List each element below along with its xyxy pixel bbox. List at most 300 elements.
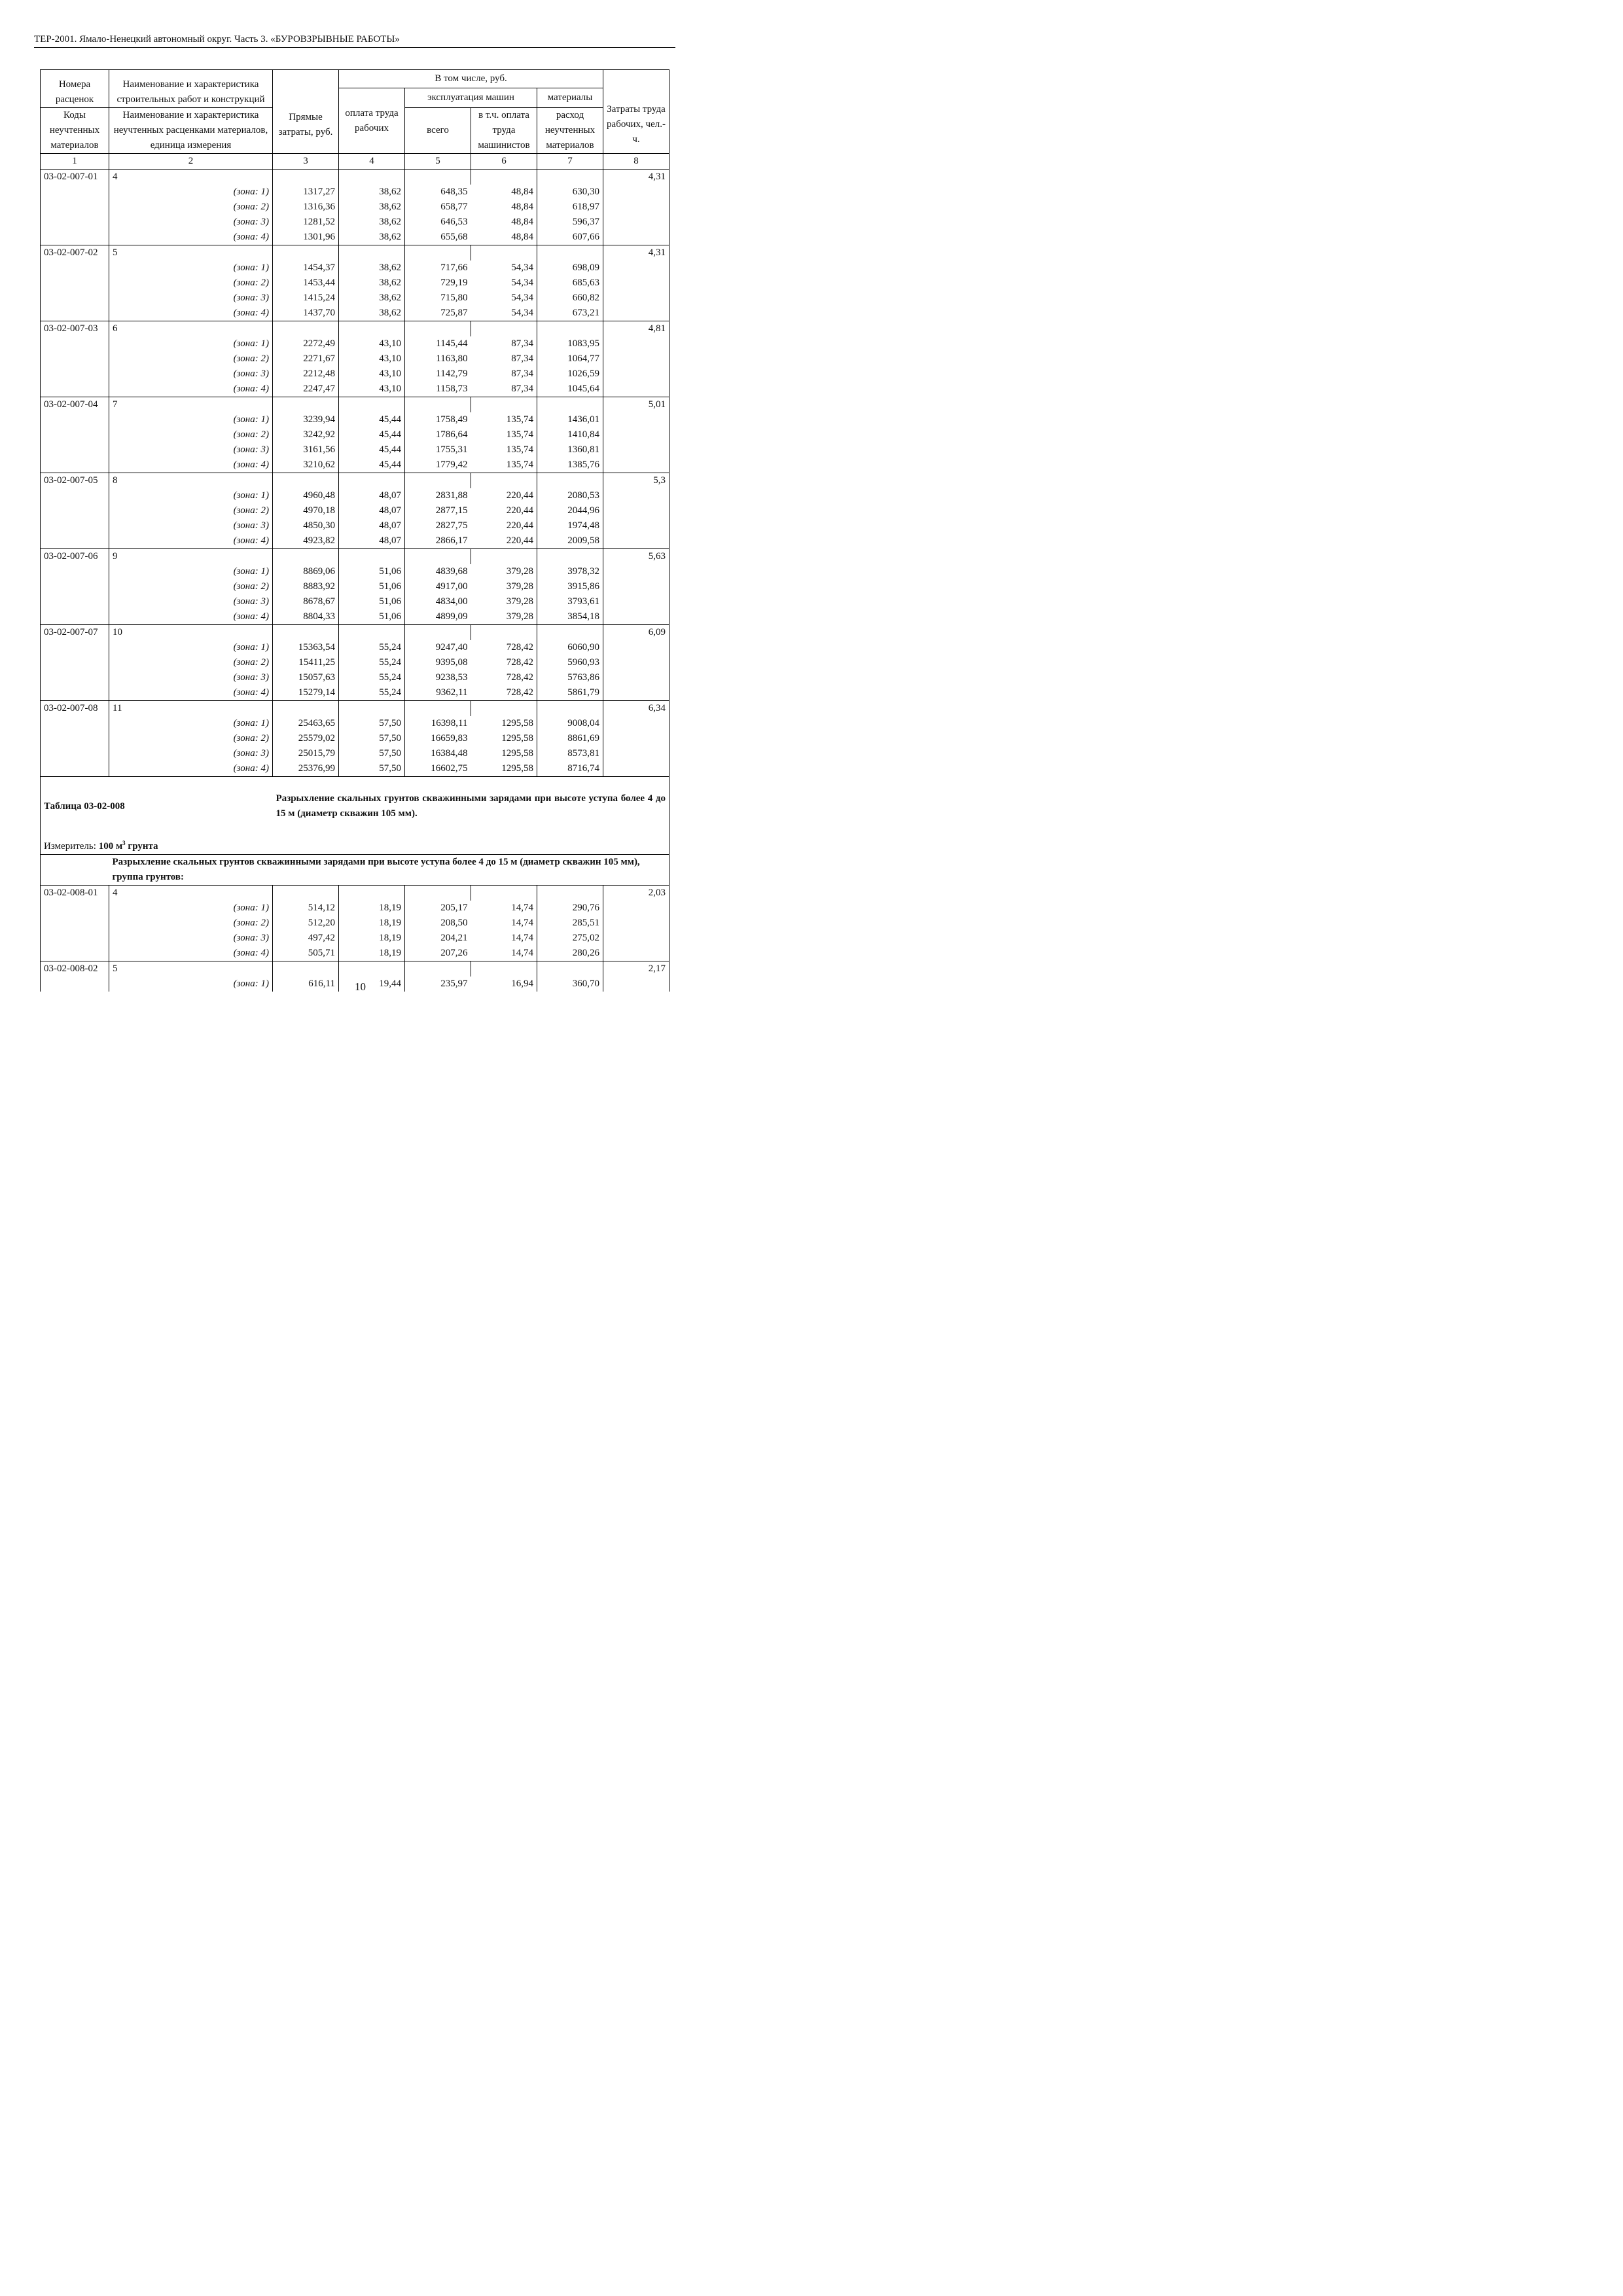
machine-total: 4839,68 xyxy=(435,566,468,577)
empty-cell xyxy=(41,230,109,245)
direct-cost: 505,71 xyxy=(273,946,339,961)
soil-group: 9 xyxy=(109,549,273,565)
machine-total: 208,50 xyxy=(440,918,468,928)
zone-row xyxy=(41,351,669,367)
operator-pay: 48,84 xyxy=(471,230,537,245)
machine-total: 207,26 xyxy=(440,948,468,958)
zone-row xyxy=(41,276,669,291)
col7-header: расход неучтенных материалов xyxy=(537,108,603,154)
direct-cost: 1317,27 xyxy=(273,185,339,200)
empty-cell xyxy=(471,625,537,641)
empty-cell xyxy=(339,170,405,185)
empty-cell xyxy=(339,701,405,717)
machines-header: эксплуатация машин xyxy=(405,88,537,108)
direct-cost: 25463,65 xyxy=(273,716,339,731)
operator-pay: 14,74 xyxy=(471,931,537,946)
labor-cost: 5,01 xyxy=(603,397,669,413)
empty-cell xyxy=(405,701,471,717)
zone-row xyxy=(41,609,669,625)
empty-cell xyxy=(471,961,537,977)
machine-total: 1755,31 xyxy=(435,444,468,455)
empty-cell xyxy=(603,351,669,367)
direct-cost: 2272,49 xyxy=(273,336,339,351)
soil-group: 5 xyxy=(109,961,273,977)
zone-row xyxy=(41,670,669,685)
worker-pay: 38,62 xyxy=(339,230,405,245)
worker-pay: 51,06 xyxy=(339,579,405,594)
empty-cell xyxy=(339,961,405,977)
operator-pay: 379,28 xyxy=(471,594,537,609)
header-rule xyxy=(34,47,675,48)
zone-label: (зона: 3) xyxy=(109,291,273,306)
measure-unit xyxy=(41,836,669,855)
operator-pay: 135,74 xyxy=(471,412,537,427)
zone-row xyxy=(41,746,669,761)
empty-cell xyxy=(603,685,669,701)
empty-cell xyxy=(339,245,405,261)
zone-label: (зона: 1) xyxy=(109,185,273,200)
machine-total: 4917,00 xyxy=(435,581,468,592)
empty-cell xyxy=(603,761,669,777)
col8-header: Затраты труда рабочих, чел.-ч. xyxy=(603,70,669,154)
empty-cell xyxy=(41,946,109,961)
soil-group: 6 xyxy=(109,321,273,337)
rate-row xyxy=(41,625,669,641)
materials-cost: 3915,86 xyxy=(537,579,603,594)
materials-cost: 2009,58 xyxy=(537,533,603,549)
materials-cost: 698,09 xyxy=(537,260,603,276)
zone-label: (зона: 4) xyxy=(109,306,273,321)
empty-cell xyxy=(603,185,669,200)
zone-label: (зона: 3) xyxy=(109,215,273,230)
machine-total: 9238,53 xyxy=(435,672,468,683)
col5-header: всего xyxy=(405,108,471,154)
empty-cell xyxy=(537,961,603,977)
empty-cell xyxy=(339,549,405,565)
rate-row xyxy=(41,170,669,185)
operator-pay: 87,34 xyxy=(471,351,537,367)
empty-cell xyxy=(603,579,669,594)
worker-pay: 55,24 xyxy=(339,685,405,701)
direct-cost: 15363,54 xyxy=(273,640,339,655)
zone-row xyxy=(41,640,669,655)
zone-row xyxy=(41,306,669,321)
zone-label: (зона: 1) xyxy=(109,901,273,916)
empty-cell xyxy=(41,457,109,473)
labor-cost: 6,09 xyxy=(603,625,669,641)
soil-group: 10 xyxy=(109,625,273,641)
worker-pay: 48,07 xyxy=(339,488,405,503)
empty-cell xyxy=(41,761,109,777)
col-number: 5 xyxy=(405,154,471,170)
empty-cell xyxy=(41,594,109,609)
zone-label: (зона: 4) xyxy=(109,609,273,625)
labor-cost: 4,81 xyxy=(603,321,669,337)
zone-label: (зона: 4) xyxy=(109,533,273,549)
machine-total: 2831,88 xyxy=(435,490,468,501)
zone-label: (зона: 2) xyxy=(109,655,273,670)
empty-cell xyxy=(603,670,669,685)
col6-header: в т.ч. оплата труда машинистов xyxy=(471,108,537,154)
empty-cell xyxy=(471,170,537,185)
zone-label: (зона: 3) xyxy=(109,746,273,761)
empty-cell xyxy=(41,291,109,306)
machine-total: 729,19 xyxy=(440,278,468,288)
col-number: 1 xyxy=(41,154,109,170)
worker-pay: 45,44 xyxy=(339,457,405,473)
zone-row xyxy=(41,215,669,230)
direct-cost: 616,11 xyxy=(273,977,339,992)
worker-pay: 45,44 xyxy=(339,412,405,427)
rate-code: 03-02-007-05 xyxy=(41,473,109,489)
worker-pay: 38,62 xyxy=(339,306,405,321)
zone-row xyxy=(41,946,669,961)
worker-pay: 43,10 xyxy=(339,367,405,382)
operator-pay: 220,44 xyxy=(471,518,537,533)
empty-cell xyxy=(603,746,669,761)
empty-cell xyxy=(471,473,537,489)
direct-cost: 15057,63 xyxy=(273,670,339,685)
direct-cost: 8883,92 xyxy=(273,579,339,594)
zone-label: (зона: 4) xyxy=(109,946,273,961)
measure-unit-sup: 3 xyxy=(122,840,126,846)
direct-cost: 1415,24 xyxy=(273,291,339,306)
operator-pay: 14,74 xyxy=(471,916,537,931)
empty-cell xyxy=(273,701,339,717)
operator-pay: 48,84 xyxy=(471,200,537,215)
materials-cost: 607,66 xyxy=(537,230,603,245)
machine-total: 715,80 xyxy=(440,293,468,303)
machine-total: 4834,00 xyxy=(435,596,468,607)
machine-total: 16398,11 xyxy=(431,718,468,728)
page-number: 10 xyxy=(355,980,366,993)
measure-unit-prefix: Измеритель: xyxy=(44,841,99,852)
zone-label: (зона: 4) xyxy=(109,457,273,473)
worker-pay: 57,50 xyxy=(339,761,405,777)
worker-pay: 55,24 xyxy=(339,655,405,670)
empty-cell xyxy=(471,245,537,261)
zone-row xyxy=(41,916,669,931)
operator-pay: 48,84 xyxy=(471,215,537,230)
labor-cost: 2,03 xyxy=(603,886,669,901)
empty-cell xyxy=(405,549,471,565)
materials-cost: 1083,95 xyxy=(537,336,603,351)
empty-cell xyxy=(537,473,603,489)
direct-cost: 514,12 xyxy=(273,901,339,916)
worker-pay: 48,07 xyxy=(339,533,405,549)
zone-row xyxy=(41,655,669,670)
materials-cost: 3978,32 xyxy=(537,564,603,579)
worker-pay: 43,10 xyxy=(339,351,405,367)
zone-label: (зона: 2) xyxy=(109,731,273,746)
operator-pay: 135,74 xyxy=(471,457,537,473)
materials-cost: 275,02 xyxy=(537,931,603,946)
rate-code: 03-02-007-08 xyxy=(41,701,109,717)
materials-cost: 8716,74 xyxy=(537,761,603,777)
operator-pay: 1295,58 xyxy=(471,761,537,777)
zone-label: (зона: 3) xyxy=(109,670,273,685)
empty-cell xyxy=(405,321,471,337)
empty-cell xyxy=(603,412,669,427)
materials-cost: 290,76 xyxy=(537,901,603,916)
zone-label: (зона: 2) xyxy=(109,916,273,931)
empty-cell xyxy=(603,215,669,230)
empty-cell xyxy=(41,215,109,230)
rate-code: 03-02-008-02 xyxy=(41,961,109,977)
materials-cost: 1360,81 xyxy=(537,442,603,457)
empty-cell xyxy=(273,245,339,261)
worker-pay: 43,10 xyxy=(339,382,405,397)
machine-total: 9247,40 xyxy=(435,642,468,653)
materials-cost: 8861,69 xyxy=(537,731,603,746)
operator-pay: 1295,58 xyxy=(471,731,537,746)
col1-top-header: Номера расценок xyxy=(41,70,109,108)
machine-total: 646,53 xyxy=(440,217,468,227)
empty-cell xyxy=(41,533,109,549)
zone-row xyxy=(41,685,669,701)
zone-row xyxy=(41,336,669,351)
rates-table xyxy=(40,69,669,992)
zone-row xyxy=(41,260,669,276)
empty-cell xyxy=(603,946,669,961)
rate-row xyxy=(41,549,669,565)
materials-cost: 285,51 xyxy=(537,916,603,931)
col3-header: Прямые затраты, руб. xyxy=(273,70,339,154)
empty-cell xyxy=(603,442,669,457)
materials-cost: 1045,64 xyxy=(537,382,603,397)
direct-cost: 25015,79 xyxy=(273,746,339,761)
zone-row xyxy=(41,200,669,215)
direct-cost: 4970,18 xyxy=(273,503,339,518)
operator-pay: 220,44 xyxy=(471,503,537,518)
worker-pay: 38,62 xyxy=(339,291,405,306)
zone-label: (зона: 2) xyxy=(109,351,273,367)
worker-pay: 48,07 xyxy=(339,503,405,518)
empty-cell xyxy=(537,170,603,185)
worker-pay: 55,24 xyxy=(339,670,405,685)
empty-cell xyxy=(537,701,603,717)
rate-code: 03-02-007-04 xyxy=(41,397,109,413)
direct-cost: 3239,94 xyxy=(273,412,339,427)
materials-cost: 618,97 xyxy=(537,200,603,215)
zone-row xyxy=(41,579,669,594)
operator-pay: 54,34 xyxy=(471,291,537,306)
rate-code: 03-02-008-01 xyxy=(41,886,109,901)
empty-cell xyxy=(471,701,537,717)
zone-row xyxy=(41,367,669,382)
zone-label: (зона: 1) xyxy=(109,260,273,276)
rate-row xyxy=(41,473,669,489)
empty-cell xyxy=(603,427,669,442)
empty-cell xyxy=(41,670,109,685)
worker-pay: 38,62 xyxy=(339,276,405,291)
zone-row xyxy=(41,594,669,609)
empty-cell xyxy=(537,245,603,261)
labor-cost: 6,34 xyxy=(603,701,669,717)
materials-cost: 660,82 xyxy=(537,291,603,306)
empty-cell xyxy=(405,625,471,641)
operator-pay: 379,28 xyxy=(471,564,537,579)
machine-total: 717,66 xyxy=(440,262,468,273)
worker-pay: 55,24 xyxy=(339,640,405,655)
soil-group: 7 xyxy=(109,397,273,413)
zone-row xyxy=(41,185,669,200)
zone-label: (зона: 3) xyxy=(109,367,273,382)
labor-cost: 2,17 xyxy=(603,961,669,977)
worker-pay: 38,62 xyxy=(339,260,405,276)
machine-total: 1786,64 xyxy=(435,429,468,440)
worker-pay: 45,44 xyxy=(339,442,405,457)
direct-cost: 2212,48 xyxy=(273,367,339,382)
empty-cell xyxy=(405,961,471,977)
empty-cell xyxy=(405,245,471,261)
machine-total: 204,21 xyxy=(440,933,468,943)
direct-cost: 15279,14 xyxy=(273,685,339,701)
empty-cell xyxy=(273,961,339,977)
zone-row xyxy=(41,442,669,457)
materials-cost: 5960,93 xyxy=(537,655,603,670)
empty-cell xyxy=(339,473,405,489)
soil-group: 11 xyxy=(109,701,273,717)
empty-cell xyxy=(405,886,471,901)
rate-code: 03-02-007-06 xyxy=(41,549,109,565)
materials-cost: 5763,86 xyxy=(537,670,603,685)
materials-cost: 1385,76 xyxy=(537,457,603,473)
worker-pay: 51,06 xyxy=(339,609,405,625)
soil-group: 8 xyxy=(109,473,273,489)
rate-code: 03-02-007-01 xyxy=(41,170,109,185)
zone-row xyxy=(41,716,669,731)
rate-row xyxy=(41,961,669,977)
empty-cell xyxy=(41,503,109,518)
rate-row xyxy=(41,397,669,413)
worker-pay: 48,07 xyxy=(339,518,405,533)
direct-cost: 1281,52 xyxy=(273,215,339,230)
empty-cell xyxy=(41,382,109,397)
operator-pay: 728,42 xyxy=(471,655,537,670)
rate-code: 03-02-007-03 xyxy=(41,321,109,337)
operator-pay: 54,34 xyxy=(471,276,537,291)
empty-cell xyxy=(41,685,109,701)
machine-total: 9395,08 xyxy=(435,657,468,668)
rate-row xyxy=(41,701,669,717)
materials-cost: 9008,04 xyxy=(537,716,603,731)
machine-total: 1142,79 xyxy=(436,368,468,379)
empty-cell xyxy=(603,655,669,670)
empty-cell xyxy=(471,886,537,901)
direct-cost: 4850,30 xyxy=(273,518,339,533)
zone-row xyxy=(41,291,669,306)
operator-pay: 14,74 xyxy=(471,946,537,961)
empty-cell xyxy=(41,185,109,200)
table-title: Разрыхление скальных грунтов скважинными зарядами при высоте уступа более 4 до 15 м (диаметр скважин 105 мм). xyxy=(273,777,669,836)
empty-cell xyxy=(603,457,669,473)
empty-cell xyxy=(273,549,339,565)
running-header: ТЕР-2001. Ямало-Ненецкий автономный округ. Часть 3. «БУРОВЗРЫВНЫЕ РАБОТЫ» xyxy=(34,34,400,45)
empty-cell xyxy=(273,886,339,901)
direct-cost: 2271,67 xyxy=(273,351,339,367)
empty-cell xyxy=(603,260,669,276)
materials-cost: 3793,61 xyxy=(537,594,603,609)
machine-total: 16659,83 xyxy=(431,733,468,744)
measure-unit-value: 100 м xyxy=(98,841,123,852)
empty-cell xyxy=(41,901,109,916)
operator-pay: 48,84 xyxy=(471,185,537,200)
machine-total: 1163,80 xyxy=(436,353,468,364)
zone-label: (зона: 1) xyxy=(109,564,273,579)
machine-total: 235,97 xyxy=(440,978,468,989)
materials-cost: 630,30 xyxy=(537,185,603,200)
zone-label: (зона: 2) xyxy=(109,427,273,442)
materials-cost: 1064,77 xyxy=(537,351,603,367)
table-caption-block xyxy=(41,777,669,886)
materials-cost: 1410,84 xyxy=(537,427,603,442)
empty-cell xyxy=(339,321,405,337)
empty-cell xyxy=(339,886,405,901)
machine-total: 1145,44 xyxy=(436,338,468,349)
materials-cost: 3854,18 xyxy=(537,609,603,625)
soil-group: 4 xyxy=(109,170,273,185)
worker-pay: 57,50 xyxy=(339,716,405,731)
empty-cell xyxy=(603,382,669,397)
empty-cell xyxy=(405,397,471,413)
zone-row xyxy=(41,230,669,245)
materials-cost: 2080,53 xyxy=(537,488,603,503)
col-number: 4 xyxy=(339,154,405,170)
machine-total: 2877,15 xyxy=(435,505,468,516)
zone-label: (зона: 4) xyxy=(109,382,273,397)
empty-cell xyxy=(273,321,339,337)
empty-cell xyxy=(471,321,537,337)
machine-total: 1758,49 xyxy=(435,414,468,425)
materials-cost: 1026,59 xyxy=(537,367,603,382)
worker-pay: 18,19 xyxy=(339,916,405,931)
worker-pay: 18,19 xyxy=(339,946,405,961)
col-number: 8 xyxy=(603,154,669,170)
section-03-02-008 xyxy=(41,886,669,992)
empty-cell xyxy=(603,594,669,609)
operator-pay: 87,34 xyxy=(471,382,537,397)
zone-row xyxy=(41,412,669,427)
empty-cell xyxy=(41,336,109,351)
worker-pay: 18,19 xyxy=(339,931,405,946)
operator-pay: 379,28 xyxy=(471,579,537,594)
soil-group: 5 xyxy=(109,245,273,261)
machine-total: 655,68 xyxy=(440,232,468,242)
machine-total: 16602,75 xyxy=(431,763,468,774)
empty-cell xyxy=(537,397,603,413)
operator-pay: 728,42 xyxy=(471,685,537,701)
empty-cell xyxy=(41,931,109,946)
materials-cost: 2044,96 xyxy=(537,503,603,518)
zone-label: (зона: 1) xyxy=(109,640,273,655)
zone-row xyxy=(41,427,669,442)
machine-total: 2866,17 xyxy=(435,535,468,546)
materials-cost: 685,63 xyxy=(537,276,603,291)
direct-cost: 1301,96 xyxy=(273,230,339,245)
operator-pay: 1295,58 xyxy=(471,746,537,761)
zone-label: (зона: 2) xyxy=(109,503,273,518)
zone-label: (зона: 2) xyxy=(109,200,273,215)
direct-cost: 2247,47 xyxy=(273,382,339,397)
empty-cell xyxy=(41,412,109,427)
zone-label: (зона: 3) xyxy=(109,594,273,609)
col2-bottom-header: Наименование и характеристика неучтенных расценками материалов, единица измерения xyxy=(109,108,273,154)
operator-pay: 220,44 xyxy=(471,488,537,503)
materials-cost: 6060,90 xyxy=(537,640,603,655)
labor-cost: 5,3 xyxy=(603,473,669,489)
empty-cell xyxy=(603,901,669,916)
